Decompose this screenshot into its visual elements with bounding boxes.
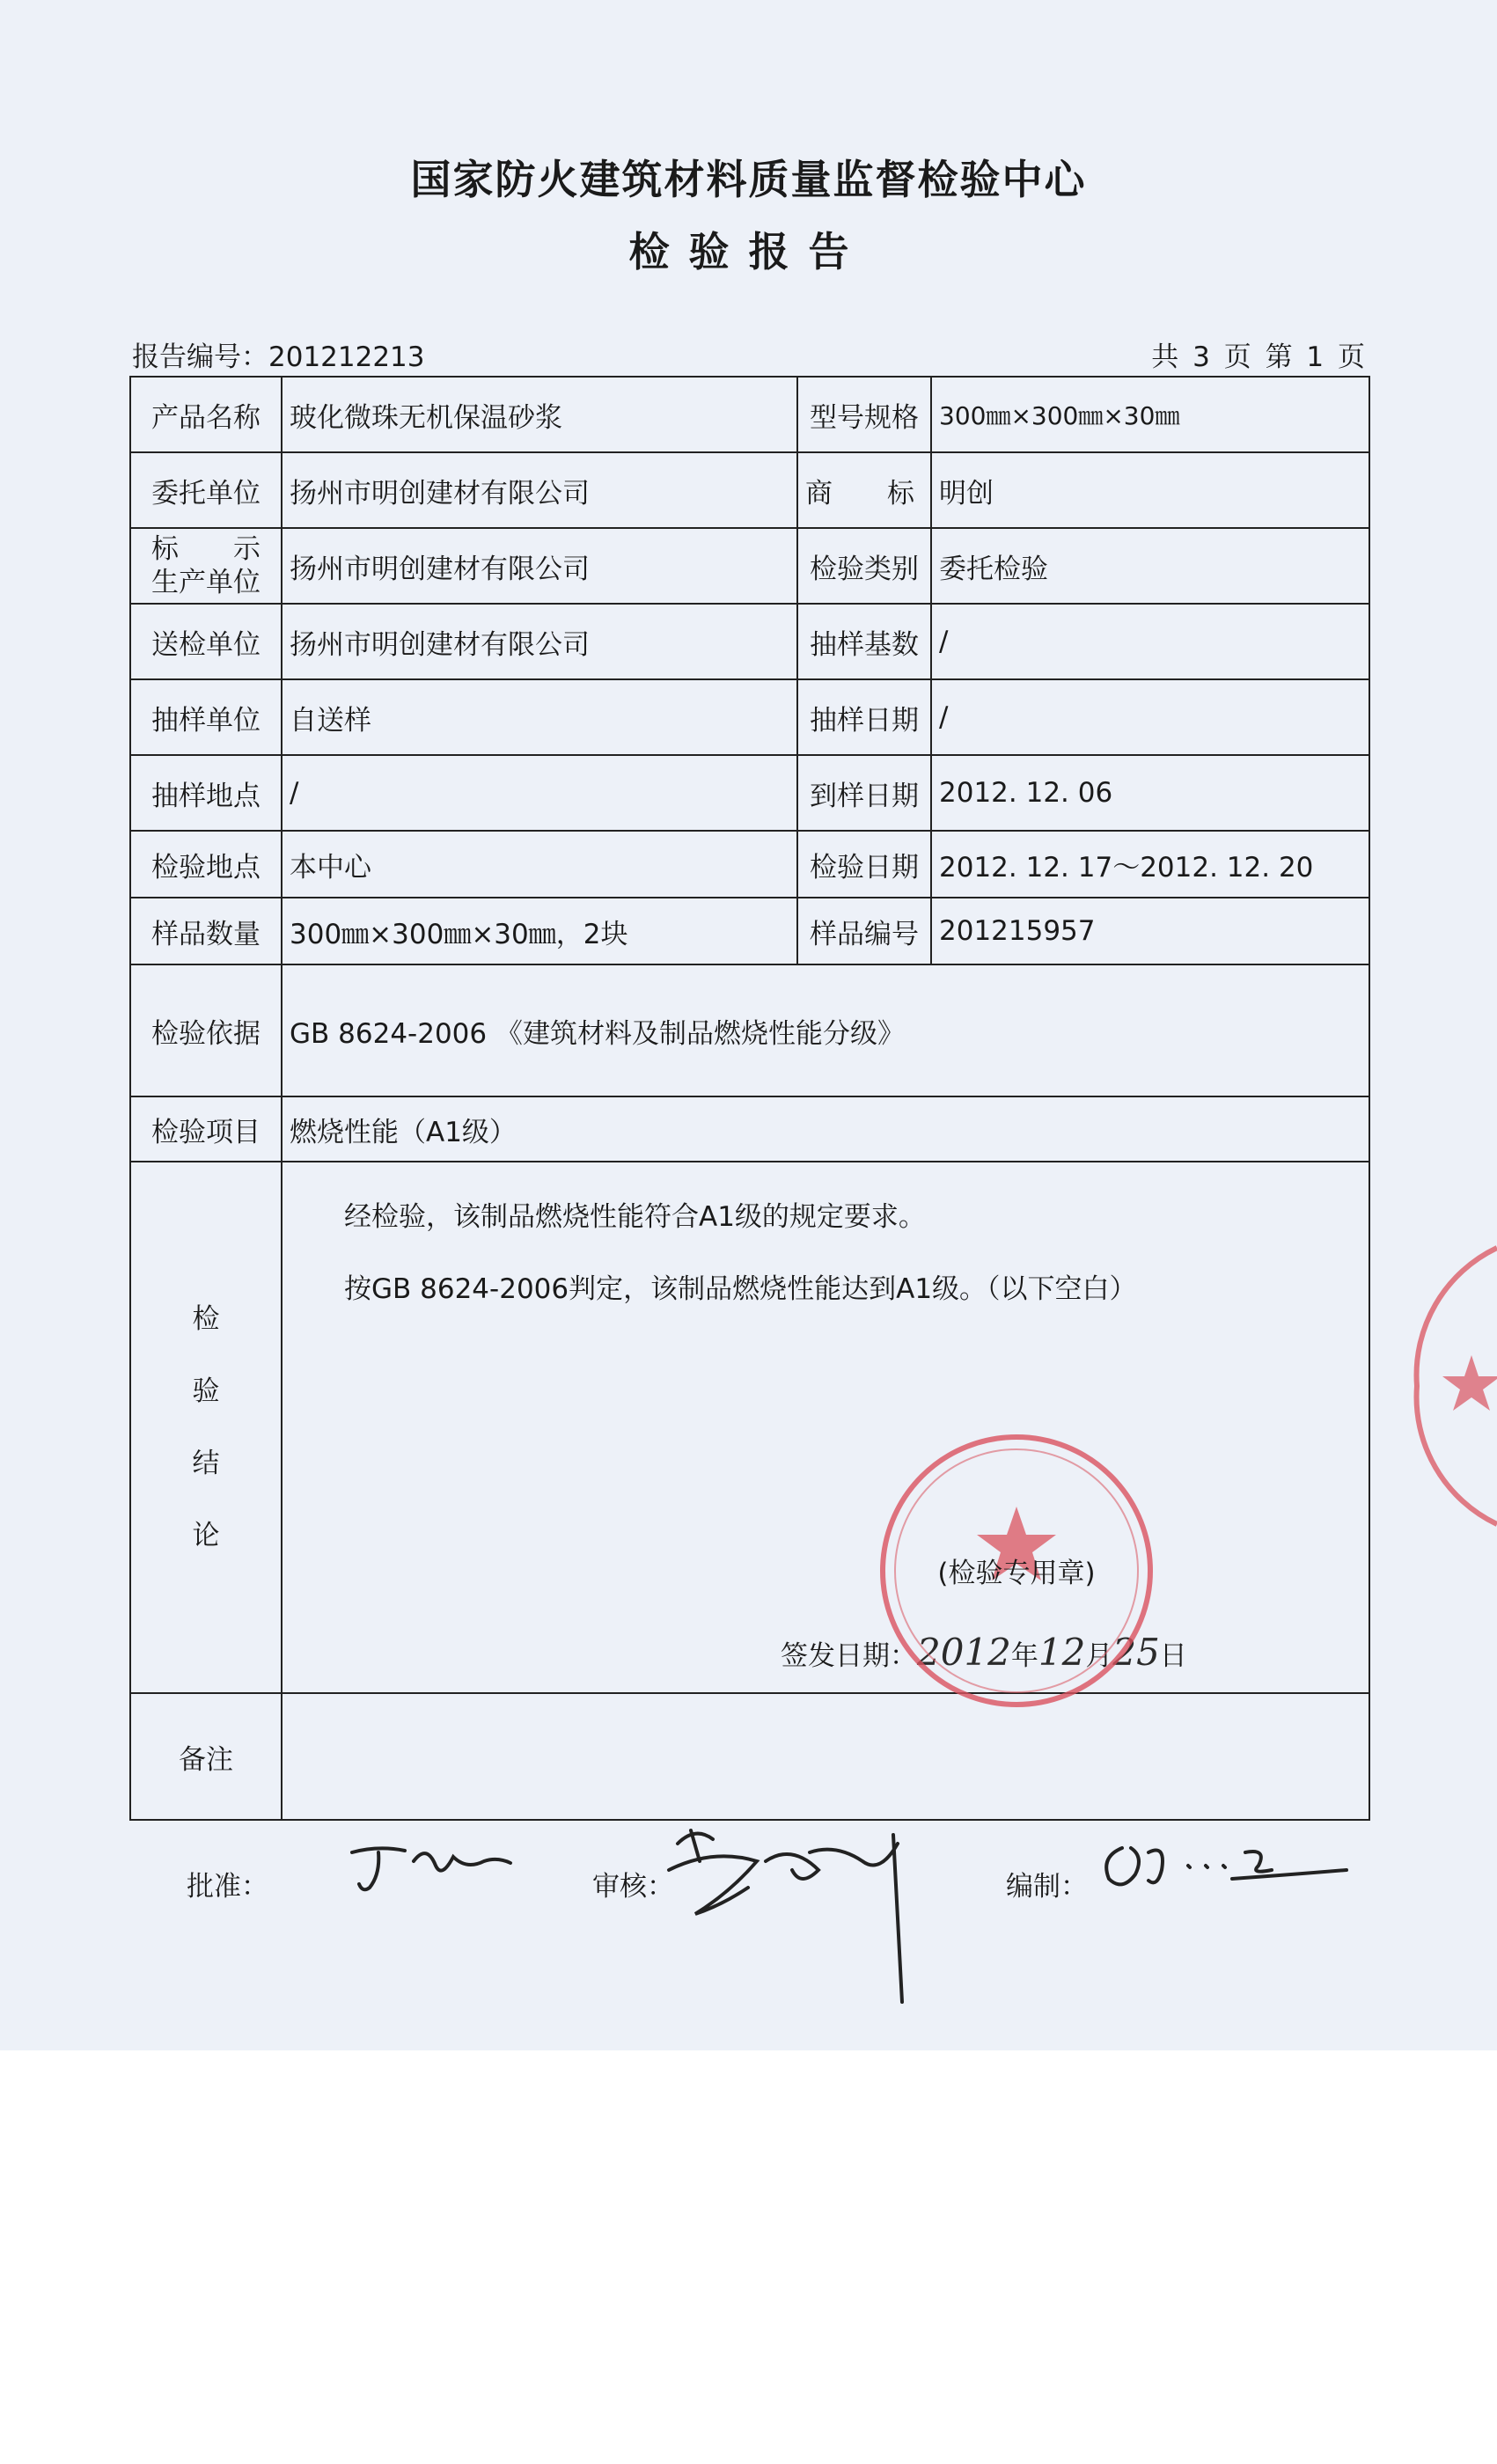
approve-label: 批准： — [187, 1871, 268, 1903]
sample-base-label: 抽样基数 — [797, 604, 931, 679]
page-info: 共 3 页 第 1 页 — [1151, 341, 1365, 373]
manufacturer-label-line1: 标 示 — [151, 533, 261, 565]
conclusion-label-char: 检 — [192, 1303, 220, 1335]
sample-qty-value: 300㎜×300㎜×30㎜，2块 — [282, 898, 797, 964]
table-row — [130, 528, 1369, 604]
sample-qty-label: 样品数量 — [130, 898, 282, 964]
sample-no-label: 样品编号 — [797, 898, 931, 964]
conclusion-label — [130, 1162, 282, 1693]
conclusion-label-char: 验 — [192, 1375, 220, 1407]
day-char: 日 — [1159, 1640, 1187, 1672]
table-row — [130, 1096, 1369, 1162]
sample-no-value: 201215957 — [931, 898, 1369, 964]
report-number-label: 报告编号： — [132, 341, 268, 373]
approve-signature — [343, 1826, 519, 1905]
inspection-place-label: 检验地点 — [130, 831, 282, 898]
table-row — [130, 377, 1369, 452]
sampling-date-value: / — [931, 679, 1369, 755]
org-title: 国家防火建筑材料质量监督检验中心 — [410, 156, 1087, 203]
manufacturer-label — [130, 528, 282, 604]
product-name-label: 产品名称 — [130, 377, 282, 452]
sampling-place-value: / — [282, 755, 797, 831]
table-row — [130, 604, 1369, 679]
remarks-value — [282, 1693, 1369, 1820]
inspection-place-value: 本中心 — [282, 831, 797, 898]
conclusion-label-char: 论 — [192, 1520, 220, 1551]
table-row — [130, 831, 1369, 898]
client-value: 扬州市明创建材有限公司 — [282, 452, 797, 528]
inspection-type-label: 检验类别 — [797, 528, 931, 604]
client-label: 委托单位 — [130, 452, 282, 528]
issue-month-handwritten: 12 — [1038, 1631, 1086, 1674]
product-name-value: 玻化微珠无机保温砂浆 — [282, 377, 797, 452]
review-signature — [660, 1808, 924, 2011]
table-row — [130, 898, 1369, 964]
brand-label: 商 标 — [797, 452, 931, 528]
table-row — [130, 452, 1369, 528]
basis-label: 检验依据 — [130, 964, 282, 1096]
conclusion-line-1: 经检验，该制品燃烧性能符合A1级的规定要求。 — [344, 1201, 926, 1233]
table-row — [130, 755, 1369, 831]
edge-seal-star-icon — [1442, 1355, 1497, 1411]
report-table — [129, 376, 1370, 1821]
brand-value: 明创 — [931, 452, 1369, 528]
report-number — [132, 334, 425, 374]
arrival-date-value: 2012. 12. 06 — [931, 755, 1369, 831]
report-number-value: 201212213 — [268, 341, 425, 373]
review-label: 审核： — [592, 1871, 674, 1903]
submitter-value: 扬州市明创建材有限公司 — [282, 604, 797, 679]
issue-date-label: 签发日期： — [781, 1640, 917, 1672]
issue-day-handwritten: 25 — [1112, 1631, 1160, 1674]
remarks-label: 备注 — [130, 1693, 282, 1820]
year-char: 年 — [1010, 1640, 1038, 1672]
conclusion-body — [282, 1162, 1369, 1693]
inspection-type-value: 委托检验 — [931, 528, 1369, 604]
sampling-place-label: 抽样地点 — [130, 755, 282, 831]
prepare-label: 编制： — [1006, 1871, 1088, 1903]
conclusion-line-2: 按GB 8624-2006判定，该制品燃烧性能达到A1级。（以下空白） — [344, 1273, 1137, 1305]
items-value: 燃烧性能（A1级） — [282, 1096, 1369, 1162]
sampling-date-label: 抽样日期 — [797, 679, 931, 755]
month-char: 月 — [1085, 1640, 1113, 1672]
sampling-unit-label: 抽样单位 — [130, 679, 282, 755]
table-row — [130, 1693, 1369, 1820]
issue-year-handwritten: 2012 — [917, 1631, 1011, 1674]
items-label: 检验项目 — [130, 1096, 282, 1162]
conclusion-label-char: 结 — [192, 1448, 220, 1479]
arrival-date-label: 到样日期 — [797, 755, 931, 831]
manufacturer-value: 扬州市明创建材有限公司 — [282, 528, 797, 604]
manufacturer-label-line2: 生产单位 — [151, 567, 261, 598]
table-row — [130, 679, 1369, 755]
inspection-seal — [871, 1426, 1162, 1716]
edge-seal-fragment — [1399, 1241, 1497, 1531]
table-row — [130, 1162, 1369, 1693]
sampling-unit-value: 自送样 — [282, 679, 797, 755]
doc-title: 检验报告 — [628, 228, 869, 275]
table-row — [130, 964, 1369, 1096]
basis-value: GB 8624-2006 《建筑材料及制品燃烧性能分级》 — [282, 964, 1369, 1096]
inspection-date-label: 检验日期 — [797, 831, 931, 898]
submitter-label: 送检单位 — [130, 604, 282, 679]
model-label: 型号规格 — [797, 377, 931, 452]
stamp-note: (检验专用章) — [937, 1558, 1096, 1589]
prepare-signature — [1091, 1826, 1355, 1905]
model-value: 300㎜×300㎜×30㎜ — [931, 377, 1369, 452]
sample-base-value: / — [931, 604, 1369, 679]
inspection-date-value: 2012. 12. 17～2012. 12. 20 — [931, 831, 1369, 898]
